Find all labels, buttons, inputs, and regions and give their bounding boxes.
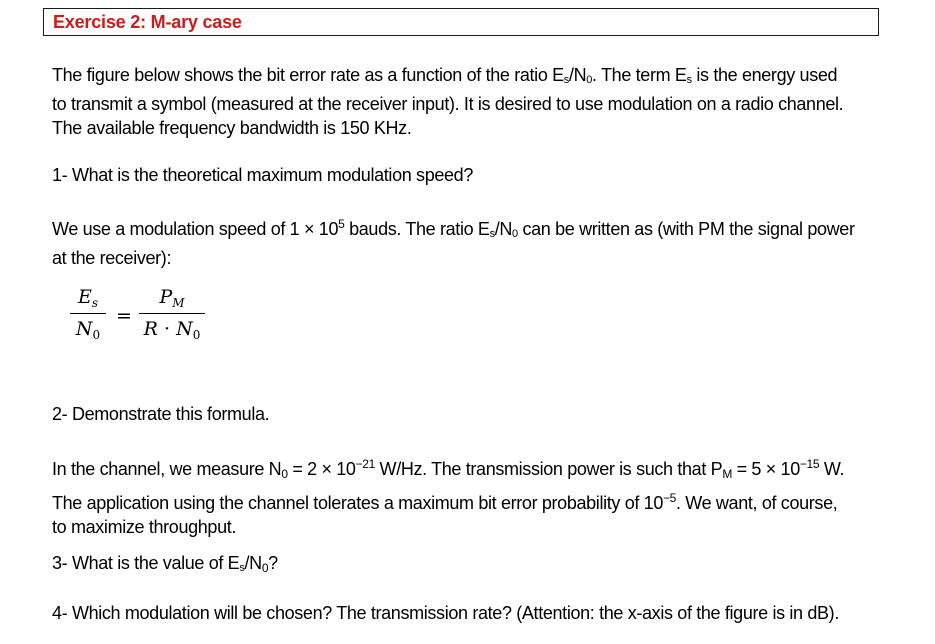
intro-line-1: The figure below shows the bit error rate as a function of the ratio Es/N0. The term Es is the energy used xyxy=(52,65,838,86)
channel-line-2: The application using the channel tolerates a maximum bit error probability of $10^{-5}$. We want, of course, xyxy=(52,491,838,513)
speed-line-2: at the receiver): xyxy=(52,248,172,268)
channel-line-1: In the channel, we measure $N_0 = 2 \times 10^{-21}$ W/Hz. The transmission power is such that $P_M = 5 \times 10^{-15}$ W. xyxy=(52,457,845,481)
formula-rhs-fraction: $P_M$ $R \cdot N_0$ xyxy=(139,286,205,342)
formula-lhs-fraction: $E_s$ $N_0$ xyxy=(70,286,106,342)
channel-paragraph xyxy=(52,452,892,539)
formula-equals: = xyxy=(116,305,132,327)
question-2 xyxy=(52,402,892,426)
question-4 xyxy=(52,601,892,625)
speed-line-1: We use a modulation speed of $1 \times 10^5$ bauds. The ratio Es/N0 can be written as (with PM the signal power xyxy=(52,217,855,240)
es-no-formula xyxy=(70,286,220,356)
question-1-text: 1- What is the theoretical maximum modulation speed? xyxy=(52,165,474,185)
intro-paragraph xyxy=(52,63,892,140)
question-3-text: 3- What is the value of $Es/N_0$? xyxy=(52,553,278,575)
speed-paragraph xyxy=(52,212,892,270)
question-2-text: 2- Demonstrate this formula. xyxy=(52,404,270,424)
channel-line-3: to maximize throughput. xyxy=(52,517,237,537)
exercise-title: Exercise 2: M-ary case xyxy=(53,12,242,32)
intro-line-2: to transmit a symbol (measured at the receiver input). It is desired to use modulation on a radio channel. xyxy=(52,94,844,114)
question-1 xyxy=(52,163,892,187)
question-4-text: 4- Which modulation will be chosen? The transmission rate? (Attention: the x-axis of the figure is in dB). xyxy=(52,603,839,623)
intro-line-3: The available frequency bandwidth is 150 KHz. xyxy=(52,118,412,138)
exercise-title-box xyxy=(43,8,879,36)
question-3 xyxy=(52,551,892,580)
